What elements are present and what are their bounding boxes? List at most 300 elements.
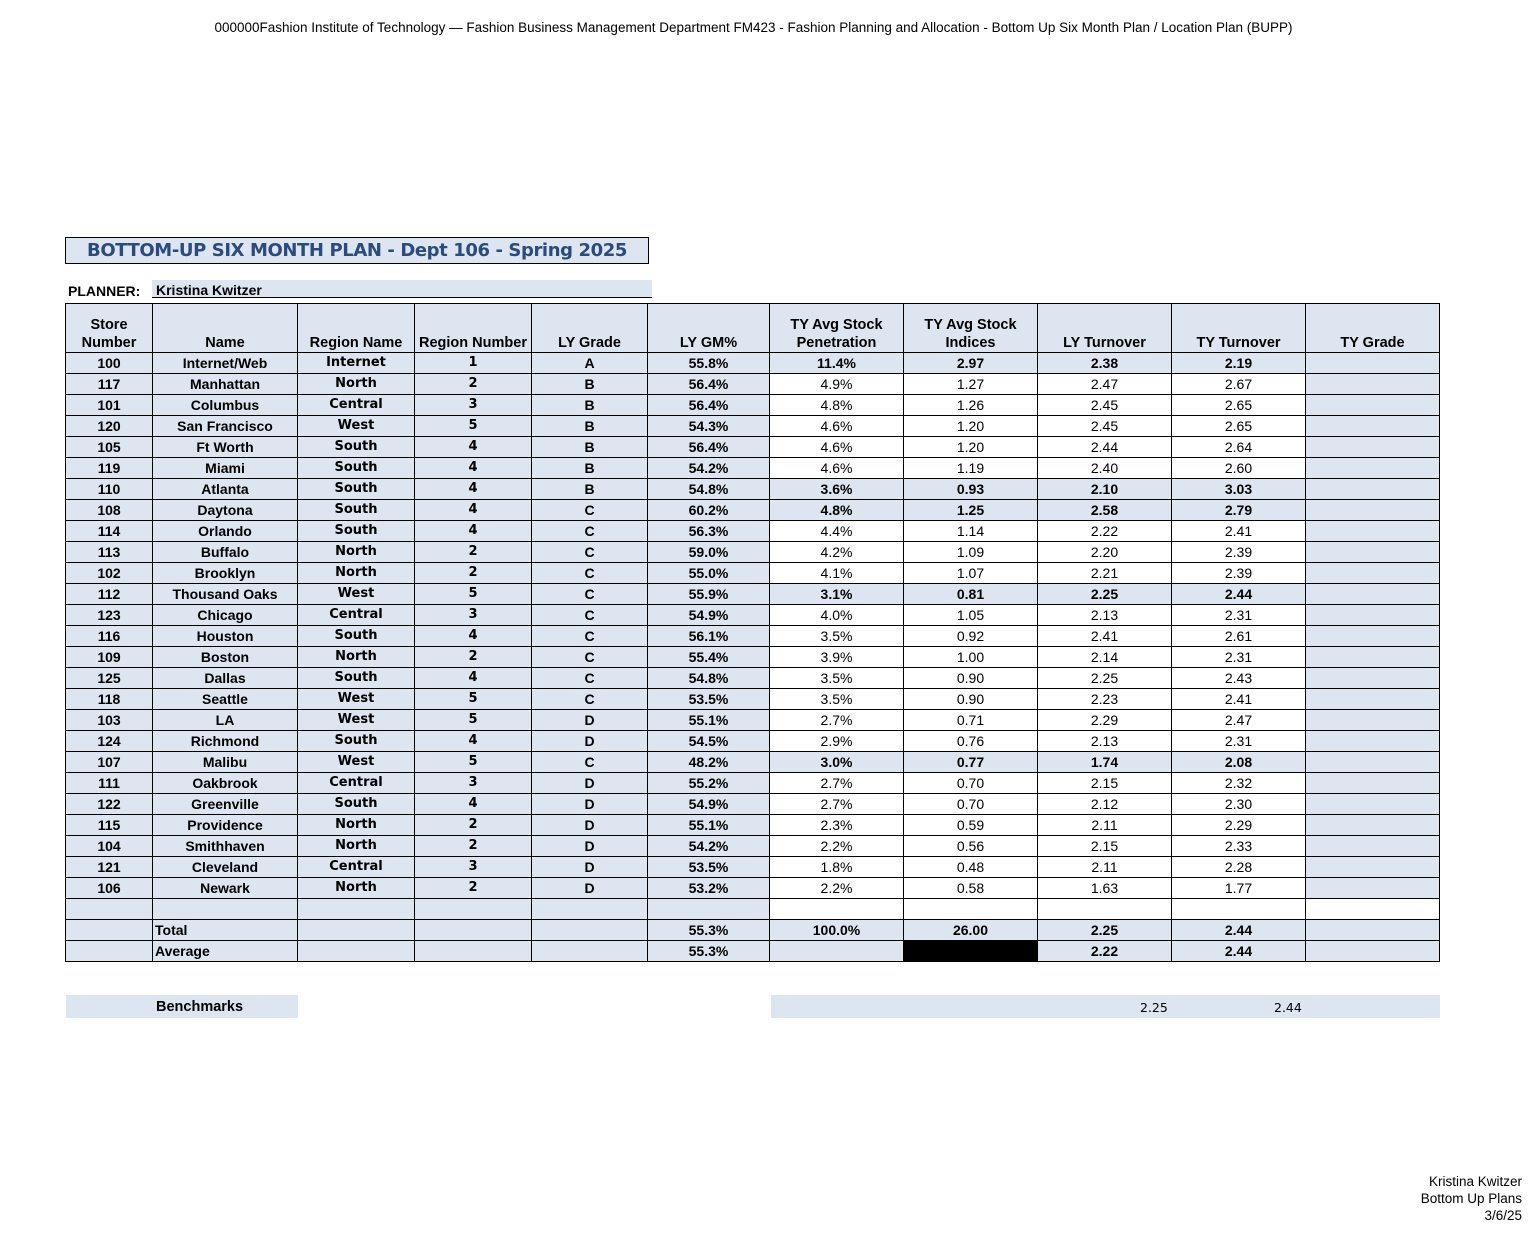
- cell-ly-turnover: 2.40: [1038, 458, 1172, 479]
- cell-ty-avg-stock-indices: 0.59: [904, 815, 1038, 836]
- table-row: [66, 878, 1440, 899]
- table-row: [66, 710, 1440, 731]
- cell-ty-grade[interactable]: [1306, 668, 1440, 689]
- table-row: [66, 542, 1440, 563]
- cell-ty-avg-stock-penetration: 4.8%: [770, 500, 904, 521]
- cell-ty-grade[interactable]: [1306, 395, 1440, 416]
- cell-ly-gm: 60.2%: [648, 500, 770, 521]
- cell-ly-grade: C: [532, 542, 648, 563]
- header-row: [66, 304, 1440, 353]
- cell-ty-avg-stock-indices: 0.77: [904, 752, 1038, 773]
- cell-ty-turnover: 2.32: [1172, 773, 1306, 794]
- cell-ly-grade: B: [532, 416, 648, 437]
- cell-ly-turnover: 2.41: [1038, 626, 1172, 647]
- cell-ty-grade[interactable]: [1306, 605, 1440, 626]
- cell-ly-grade: D: [532, 815, 648, 836]
- col-header-name: Name: [153, 304, 298, 353]
- col-header-region-name: Region Name: [298, 304, 415, 353]
- cell-ty-turnover: 2.44: [1172, 584, 1306, 605]
- cell-ty-avg-stock-penetration: 4.6%: [770, 458, 904, 479]
- cell-ty-turnover: 2.43: [1172, 668, 1306, 689]
- cell-ty-avg-stock-penetration: 3.9%: [770, 647, 904, 668]
- cell-ty-turnover: 2.31: [1172, 731, 1306, 752]
- cell-ly-gm: 54.3%: [648, 416, 770, 437]
- cell-ty-avg-stock-penetration: 2.2%: [770, 836, 904, 857]
- cell-store-name: Miami: [153, 458, 298, 479]
- table-body: [66, 353, 1440, 962]
- table-row: [66, 395, 1440, 416]
- cell-ty-grade[interactable]: [1306, 500, 1440, 521]
- cell-ly-grade: B: [532, 374, 648, 395]
- cell-ly-gm: 54.9%: [648, 605, 770, 626]
- cell-ty-grade[interactable]: [1306, 647, 1440, 668]
- cell-ty-avg-stock-penetration: 3.5%: [770, 668, 904, 689]
- benchmarks-bar: [771, 995, 1440, 1018]
- cell-ty-avg-stock-penetration: 3.1%: [770, 584, 904, 605]
- cell-store-name: Boston: [153, 647, 298, 668]
- table-row: [66, 605, 1440, 626]
- cell-ty-avg-stock-indices: 0.90: [904, 668, 1038, 689]
- table-row: [66, 731, 1440, 752]
- cell-ty-grade[interactable]: [1306, 626, 1440, 647]
- cell-store-number: 112: [66, 584, 153, 605]
- cell-store-number: 109: [66, 647, 153, 668]
- cell-store-name: Newark: [153, 878, 298, 899]
- table-row: [66, 752, 1440, 773]
- cell-ty-turnover: 2.33: [1172, 836, 1306, 857]
- cell-ty-avg-stock-indices: 0.90: [904, 689, 1038, 710]
- table-row: [66, 668, 1440, 689]
- cell-region-name: South: [298, 437, 415, 458]
- cell-ly-gm: 53.2%: [648, 878, 770, 899]
- cell-region-name: North: [298, 878, 415, 899]
- cell-store-number: 123: [66, 605, 153, 626]
- cell-ty-avg-stock-indices: 1.27: [904, 374, 1038, 395]
- table-row: [66, 584, 1440, 605]
- cell-ly-gm: 53.5%: [648, 689, 770, 710]
- table-row: [66, 773, 1440, 794]
- planner-name-field[interactable]: Kristina Kwitzer: [152, 280, 652, 298]
- cell-store-number: 118: [66, 689, 153, 710]
- cell-store-number: 111: [66, 773, 153, 794]
- cell-ty-turnover: 3.03: [1172, 479, 1306, 500]
- document-header: 000000Fashion Institute of Technology — Fashion Business Management Department FM423 - Fashion Planning and Allocation - Bottom Up Six Month Plan / Location Plan (BUPP): [214, 20, 1293, 35]
- cell-ty-grade[interactable]: [1306, 458, 1440, 479]
- cell-ty-turnover: 2.29: [1172, 815, 1306, 836]
- table-row: [66, 815, 1440, 836]
- col-header-ly-grade: LY Grade: [532, 304, 648, 353]
- cell-region-number: 4: [415, 458, 532, 479]
- cell-ty-turnover: 2.65: [1172, 416, 1306, 437]
- cell-store-name: Cleveland: [153, 857, 298, 878]
- cell-region-name: West: [298, 710, 415, 731]
- cell-store-number: 101: [66, 395, 153, 416]
- cell-ly-turnover: 2.12: [1038, 794, 1172, 815]
- cell-region-name: North: [298, 563, 415, 584]
- average-ly-turnover: 2.22: [1038, 941, 1172, 962]
- total-indices: 26.00: [904, 920, 1038, 941]
- cell-store-name: San Francisco: [153, 416, 298, 437]
- cell-region-name: South: [298, 500, 415, 521]
- cell-region-number: 4: [415, 731, 532, 752]
- cell-ty-avg-stock-penetration: 4.8%: [770, 395, 904, 416]
- cell-ly-turnover: 2.44: [1038, 437, 1172, 458]
- cell-ty-avg-stock-indices: 1.05: [904, 605, 1038, 626]
- cell-ty-avg-stock-indices: 1.09: [904, 542, 1038, 563]
- average-ly-gm: 55.3%: [648, 941, 770, 962]
- cell-region-number: 5: [415, 584, 532, 605]
- cell-region-name: South: [298, 479, 415, 500]
- cell-ty-avg-stock-penetration: 2.7%: [770, 794, 904, 815]
- cell-ty-grade[interactable]: [1306, 773, 1440, 794]
- cell-ly-turnover: 2.45: [1038, 395, 1172, 416]
- cell-ly-gm: 54.8%: [648, 668, 770, 689]
- cell-region-number: 2: [415, 542, 532, 563]
- cell-region-name: Central: [298, 605, 415, 626]
- cell-ly-gm: 56.4%: [648, 395, 770, 416]
- cell-ty-avg-stock-penetration: 4.0%: [770, 605, 904, 626]
- benchmark-ly-turnover: 2.25: [1140, 1000, 1168, 1015]
- cell-region-number: 2: [415, 647, 532, 668]
- cell-ty-avg-stock-penetration: 3.6%: [770, 479, 904, 500]
- cell-ty-avg-stock-indices: 0.58: [904, 878, 1038, 899]
- cell-store-name: Greenville: [153, 794, 298, 815]
- col-header-ty-avg-stock-indices: TY Avg Stock Indices: [904, 304, 1038, 353]
- footer-doc: Bottom Up Plans: [1420, 1191, 1522, 1206]
- cell-ly-turnover: 2.38: [1038, 353, 1172, 374]
- cell-ly-grade: C: [532, 689, 648, 710]
- cell-region-name: South: [298, 668, 415, 689]
- average-ty-grade[interactable]: [1306, 941, 1440, 962]
- cell-ly-grade: C: [532, 668, 648, 689]
- cell-ty-avg-stock-indices: 1.20: [904, 437, 1038, 458]
- cell-ly-turnover: 2.58: [1038, 500, 1172, 521]
- cell-ly-grade: C: [532, 521, 648, 542]
- cell-ty-grade[interactable]: [1306, 794, 1440, 815]
- cell-ty-grade[interactable]: [1306, 752, 1440, 773]
- cell-region-number: 4: [415, 500, 532, 521]
- benchmarks-label: [66, 995, 298, 1018]
- cell-ly-turnover: 2.25: [1038, 584, 1172, 605]
- cell-store-name: Malibu: [153, 752, 298, 773]
- table-row: [66, 479, 1440, 500]
- cell-region-number: 5: [415, 710, 532, 731]
- cell-ty-turnover: 2.28: [1172, 857, 1306, 878]
- cell-region-number: 4: [415, 521, 532, 542]
- cell-store-name: LA: [153, 710, 298, 731]
- cell-ty-avg-stock-penetration: 2.7%: [770, 773, 904, 794]
- cell-ly-turnover: 2.13: [1038, 731, 1172, 752]
- cell-ly-grade: B: [532, 479, 648, 500]
- cell-store-number: 124: [66, 731, 153, 752]
- cell-ty-avg-stock-indices: 1.20: [904, 416, 1038, 437]
- cell-ty-grade[interactable]: [1306, 836, 1440, 857]
- cell-region-number: 4: [415, 626, 532, 647]
- cell-ty-grade[interactable]: [1306, 563, 1440, 584]
- planner-label: PLANNER:: [68, 283, 141, 299]
- cell-ty-grade[interactable]: [1306, 731, 1440, 752]
- cell-store-number: 110: [66, 479, 153, 500]
- cell-ty-avg-stock-penetration: 2.9%: [770, 731, 904, 752]
- cell-ly-gm: 54.2%: [648, 836, 770, 857]
- cell-region-number: 2: [415, 374, 532, 395]
- cell-region-number: 5: [415, 752, 532, 773]
- cell-ly-turnover: 2.22: [1038, 521, 1172, 542]
- cell-ty-avg-stock-indices: 1.19: [904, 458, 1038, 479]
- cell-ly-turnover: 2.21: [1038, 563, 1172, 584]
- total-penetration: 100.0%: [770, 920, 904, 941]
- cell-ty-grade[interactable]: [1306, 374, 1440, 395]
- cell-ty-turnover: 2.47: [1172, 710, 1306, 731]
- cell-ly-turnover: 2.10: [1038, 479, 1172, 500]
- benchmark-ty-turnover: 2.44: [1274, 1000, 1302, 1015]
- cell-ty-avg-stock-penetration: 2.2%: [770, 878, 904, 899]
- cell-region-name: North: [298, 542, 415, 563]
- cell-store-number: 114: [66, 521, 153, 542]
- cell-store-name: Chicago: [153, 605, 298, 626]
- cell-ly-turnover: 2.14: [1038, 647, 1172, 668]
- col-header-ty-grade: TY Grade: [1306, 304, 1440, 353]
- footer-name: Kristina Kwitzer: [1428, 1174, 1522, 1189]
- table-row: [66, 857, 1440, 878]
- cell-region-number: 2: [415, 836, 532, 857]
- cell-region-number: 2: [415, 563, 532, 584]
- cell-ty-grade[interactable]: [1306, 710, 1440, 731]
- cell-ty-grade[interactable]: [1306, 584, 1440, 605]
- cell-ly-gm: 55.2%: [648, 773, 770, 794]
- cell-region-name: Internet: [298, 353, 415, 374]
- cell-ly-grade: B: [532, 395, 648, 416]
- cell-ly-turnover: 2.11: [1038, 857, 1172, 878]
- cell-ty-grade[interactable]: [1306, 542, 1440, 563]
- cell-ly-gm: 54.2%: [648, 458, 770, 479]
- cell-ty-turnover: 2.19: [1172, 353, 1306, 374]
- cell-ty-grade[interactable]: [1306, 479, 1440, 500]
- cell-ly-gm: 56.4%: [648, 437, 770, 458]
- cell-store-number: 103: [66, 710, 153, 731]
- cell-region-number: 1: [415, 353, 532, 374]
- cell-ly-gm: 48.2%: [648, 752, 770, 773]
- total-ly-turnover: 2.25: [1038, 920, 1172, 941]
- cell-ly-gm: 54.8%: [648, 479, 770, 500]
- cell-ty-avg-stock-penetration: 3.5%: [770, 689, 904, 710]
- cell-store-number: 117: [66, 374, 153, 395]
- cell-ty-avg-stock-indices: 0.76: [904, 731, 1038, 752]
- cell-ty-grade[interactable]: [1306, 416, 1440, 437]
- cell-ly-gm: 55.0%: [648, 563, 770, 584]
- cell-region-number: 3: [415, 773, 532, 794]
- cell-region-number: 2: [415, 878, 532, 899]
- table-row: [66, 794, 1440, 815]
- cell-region-name: North: [298, 815, 415, 836]
- cell-ly-turnover: 2.25: [1038, 668, 1172, 689]
- cell-region-name: West: [298, 689, 415, 710]
- table-row: [66, 647, 1440, 668]
- cell-ty-grade[interactable]: [1306, 857, 1440, 878]
- cell-ly-grade: D: [532, 857, 648, 878]
- cell-ty-avg-stock-penetration: 3.5%: [770, 626, 904, 647]
- blank-row: [66, 899, 1440, 920]
- col-header-ly-turnover: LY Turnover: [1038, 304, 1172, 353]
- cell-region-number: 4: [415, 437, 532, 458]
- table-row: [66, 521, 1440, 542]
- cell-store-number: 107: [66, 752, 153, 773]
- cell-ly-gm: 53.5%: [648, 857, 770, 878]
- cell-ly-turnover: 2.29: [1038, 710, 1172, 731]
- cell-region-number: 5: [415, 689, 532, 710]
- cell-ty-avg-stock-indices: 0.70: [904, 794, 1038, 815]
- cell-ly-turnover: 2.15: [1038, 836, 1172, 857]
- cell-region-name: South: [298, 458, 415, 479]
- cell-ty-grade[interactable]: [1306, 878, 1440, 899]
- cell-store-name: Orlando: [153, 521, 298, 542]
- cell-ty-grade[interactable]: [1306, 437, 1440, 458]
- cell-region-name: West: [298, 416, 415, 437]
- cell-ly-turnover: 2.13: [1038, 605, 1172, 626]
- footer: [1421, 1173, 1522, 1224]
- cell-ly-grade: C: [532, 752, 648, 773]
- cell-region-name: Central: [298, 857, 415, 878]
- cell-store-name: Houston: [153, 626, 298, 647]
- cell-region-number: 5: [415, 416, 532, 437]
- total-ty-turnover: 2.44: [1172, 920, 1306, 941]
- cell-store-name: Buffalo: [153, 542, 298, 563]
- table-row: [66, 689, 1440, 710]
- cell-ty-avg-stock-indices: 1.26: [904, 395, 1038, 416]
- total-ly-gm: 55.3%: [648, 920, 770, 941]
- total-ty-grade[interactable]: [1306, 920, 1440, 941]
- cell-store-name: Seattle: [153, 689, 298, 710]
- cell-store-name: Atlanta: [153, 479, 298, 500]
- cell-ty-grade[interactable]: [1306, 689, 1440, 710]
- cell-region-number: 3: [415, 857, 532, 878]
- total-row: [66, 920, 1440, 941]
- table-row: [66, 374, 1440, 395]
- cell-ty-turnover: 2.31: [1172, 647, 1306, 668]
- cell-store-name: Brooklyn: [153, 563, 298, 584]
- cell-region-name: West: [298, 584, 415, 605]
- col-header-ly-gm: LY GM%: [648, 304, 770, 353]
- cell-ly-gm: 59.0%: [648, 542, 770, 563]
- total-label: Total: [153, 920, 298, 941]
- cell-ly-grade: B: [532, 458, 648, 479]
- cell-store-name: Thousand Oaks: [153, 584, 298, 605]
- cell-ty-turnover: 2.08: [1172, 752, 1306, 773]
- cell-ly-gm: 56.3%: [648, 521, 770, 542]
- table-row: [66, 500, 1440, 521]
- cell-region-name: North: [298, 374, 415, 395]
- cell-ty-avg-stock-penetration: 3.0%: [770, 752, 904, 773]
- cell-ty-avg-stock-penetration: 2.3%: [770, 815, 904, 836]
- cell-ty-grade[interactable]: [1306, 521, 1440, 542]
- col-header-store-number: Store Number: [66, 304, 153, 353]
- cell-ly-gm: 54.5%: [648, 731, 770, 752]
- cell-ty-avg-stock-indices: 1.25: [904, 500, 1038, 521]
- cell-store-name: Oakbrook: [153, 773, 298, 794]
- cell-ty-avg-stock-indices: 0.81: [904, 584, 1038, 605]
- cell-ty-turnover: 2.61: [1172, 626, 1306, 647]
- table-row: [66, 836, 1440, 857]
- cell-ty-avg-stock-penetration: 2.7%: [770, 710, 904, 731]
- cell-ly-grade: C: [532, 605, 648, 626]
- cell-ty-grade[interactable]: [1306, 815, 1440, 836]
- cell-ty-avg-stock-indices: 2.97: [904, 353, 1038, 374]
- cell-ty-grade[interactable]: [1306, 353, 1440, 374]
- cell-ly-grade: C: [532, 584, 648, 605]
- cell-ty-avg-stock-penetration: 4.4%: [770, 521, 904, 542]
- cell-store-number: 120: [66, 416, 153, 437]
- cell-store-name: Richmond: [153, 731, 298, 752]
- cell-region-name: South: [298, 794, 415, 815]
- cell-region-number: 3: [415, 605, 532, 626]
- cell-store-number: 125: [66, 668, 153, 689]
- cell-ly-grade: D: [532, 794, 648, 815]
- cell-region-name: South: [298, 626, 415, 647]
- cell-ty-turnover: 2.39: [1172, 542, 1306, 563]
- col-header-ty-turnover: TY Turnover: [1172, 304, 1306, 353]
- table-row: [66, 416, 1440, 437]
- cell-region-number: 4: [415, 479, 532, 500]
- table-row: [66, 353, 1440, 374]
- cell-ly-gm: 56.4%: [648, 374, 770, 395]
- cell-ly-turnover: 1.74: [1038, 752, 1172, 773]
- cell-ly-grade: C: [532, 626, 648, 647]
- cell-ty-avg-stock-penetration: 11.4%: [770, 353, 904, 374]
- cell-ty-avg-stock-indices: 1.07: [904, 563, 1038, 584]
- cell-ly-gm: 54.9%: [648, 794, 770, 815]
- cell-ty-avg-stock-penetration: 4.9%: [770, 374, 904, 395]
- cell-store-number: 108: [66, 500, 153, 521]
- cell-ly-turnover: 2.23: [1038, 689, 1172, 710]
- cell-store-number: 121: [66, 857, 153, 878]
- cell-ly-grade: D: [532, 773, 648, 794]
- cell-ly-turnover: 2.20: [1038, 542, 1172, 563]
- cell-ty-avg-stock-penetration: 4.1%: [770, 563, 904, 584]
- cell-region-name: Central: [298, 773, 415, 794]
- cell-ly-gm: 55.4%: [648, 647, 770, 668]
- cell-region-number: 4: [415, 668, 532, 689]
- cell-store-number: 122: [66, 794, 153, 815]
- cell-ly-grade: C: [532, 500, 648, 521]
- cell-ty-turnover: 1.77: [1172, 878, 1306, 899]
- cell-ty-turnover: 2.60: [1172, 458, 1306, 479]
- cell-store-name: Providence: [153, 815, 298, 836]
- cell-store-number: 113: [66, 542, 153, 563]
- cell-ly-grade: D: [532, 836, 648, 857]
- cell-ty-turnover: 2.64: [1172, 437, 1306, 458]
- cell-store-name: Manhattan: [153, 374, 298, 395]
- cell-ty-avg-stock-indices: 1.14: [904, 521, 1038, 542]
- cell-ty-avg-stock-indices: 0.93: [904, 479, 1038, 500]
- plan-title: BOTTOM-UP SIX MONTH PLAN - Dept 106 - Spring 2025: [65, 237, 649, 264]
- cell-ty-avg-stock-penetration: 1.8%: [770, 857, 904, 878]
- cell-region-number: 4: [415, 794, 532, 815]
- cell-ty-avg-stock-penetration: 4.2%: [770, 542, 904, 563]
- cell-region-name: South: [298, 521, 415, 542]
- cell-ly-turnover: 1.63: [1038, 878, 1172, 899]
- cell-ly-grade: D: [532, 731, 648, 752]
- cell-ty-avg-stock-penetration: 4.6%: [770, 416, 904, 437]
- cell-store-number: 115: [66, 815, 153, 836]
- cell-store-name: Daytona: [153, 500, 298, 521]
- cell-ty-turnover: 2.30: [1172, 794, 1306, 815]
- cell-ty-turnover: 2.41: [1172, 521, 1306, 542]
- cell-store-name: Columbus: [153, 395, 298, 416]
- cell-ty-avg-stock-indices: 0.48: [904, 857, 1038, 878]
- cell-store-name: Dallas: [153, 668, 298, 689]
- cell-ly-grade: B: [532, 437, 648, 458]
- cell-store-name: Ft Worth: [153, 437, 298, 458]
